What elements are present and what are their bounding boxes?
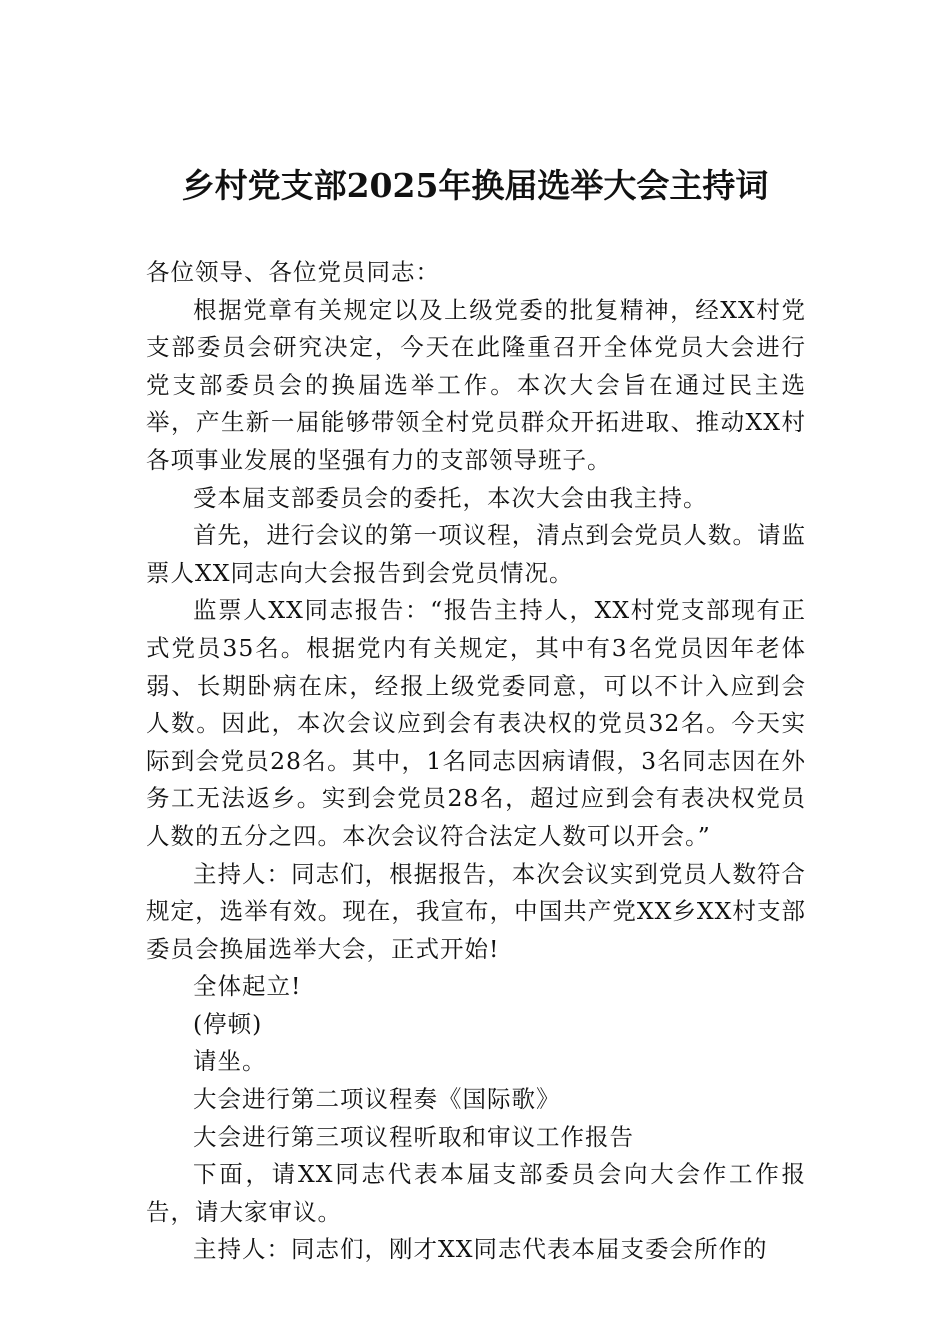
body-paragraph: 主持人：同志们，刚才XX同志代表本届支委会所作的: [193, 1235, 768, 1264]
body-paragraph: 大会进行第二项议程奏《国际歌》: [193, 1085, 561, 1114]
body-paragraph: 大会进行第三项议程听取和审议工作报告: [193, 1122, 634, 1151]
body-paragraph: (停顿): [193, 1009, 263, 1038]
body-paragraph: 全体起立!: [193, 972, 302, 1001]
body-paragraph: 首先，进行会议的第一项议程，清点到会党员人数。请监票人XX同志向大会报告到会党员情况。: [146, 521, 806, 587]
document-body: [146, 254, 806, 1269]
body-paragraph: 受本届支部委员会的委托，本次大会由我主持。: [193, 483, 708, 512]
body-paragraph: 请坐。: [193, 1047, 267, 1076]
document-title: 乡村党支部2025年换届选举大会主持词: [181, 166, 769, 205]
body-paragraph: 监票人XX同志报告：“报告主持人，XX村党支部现有正式党员35名。根据党内有关规定，其中有3名党员因年老体弱、长期卧病在床，经报上级党委同意，可以不计入应到会人数。因此，本次会议应到会有表决权的党员32名。今天实际到会党员28名。其中，1名同志因病请假，3名同志因在外务工无法返乡。实到会党员28名，超过应到会有表决权党员人数的五分之四。本次会议符合法定人数可以开会。”: [146, 596, 806, 850]
body-paragraph: 根据党章有关规定以及上级党委的批复精神，经XX村党支部委员会研究决定，今天在此隆重召开全体党员大会进行党支部委员会的换届选举工作。本次大会旨在通过民主选举，产生新一届能够带领全村党员群众开拓进取、推动XX村各项事业发展的坚强有力的支部领导班子。: [146, 295, 806, 474]
body-paragraph: 下面，请XX同志代表本届支部委员会向大会作工作报告，请大家审议。: [146, 1160, 806, 1226]
body-paragraph: 主持人：同志们，根据报告，本次会议实到党员人数符合规定，选举有效。现在，我宣布，中国共产党XX乡XX村支部委员会换届选举大会，正式开始!: [146, 859, 806, 963]
salutation-paragraph: 各位领导、各位党员同志：: [146, 258, 440, 286]
